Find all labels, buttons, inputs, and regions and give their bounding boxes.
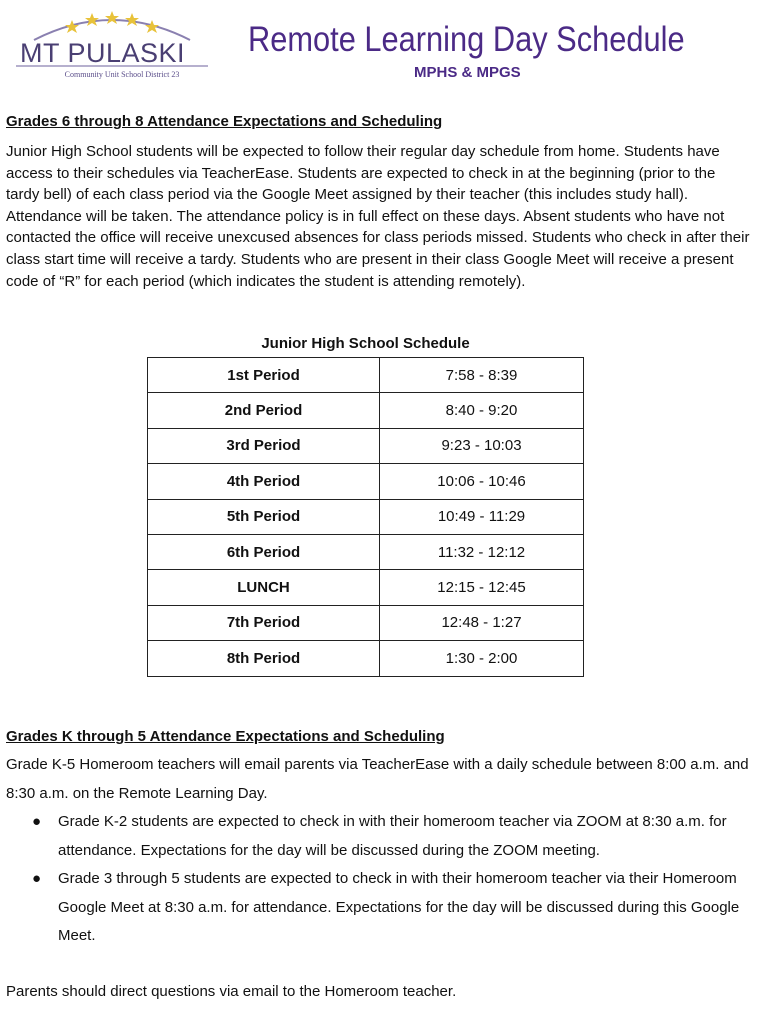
bullet-text: Grade K-2 students are expected to check in with their homeroom teacher via ZOOM at 8:30 a.m. for attendance. Expectations for the day will be discussed during the ZOOM meeting.: [58, 813, 727, 859]
logo-text: MT PULASKI: [20, 38, 186, 68]
time-cell: 8:40 - 9:20: [380, 393, 584, 428]
time-cell: 11:32 - 12:12: [380, 534, 584, 569]
junior-high-heading: Grades 6 through 8 Attendance Expectations and Scheduling: [6, 113, 443, 130]
list-item: [6, 865, 751, 951]
time-cell: 1:30 - 2:00: [380, 641, 584, 676]
page-subtitle: MPHS & MPGS: [414, 64, 521, 81]
period-cell: 7th Period: [148, 605, 380, 640]
list-item: [6, 808, 751, 865]
schedule-table: [147, 357, 584, 677]
page-title: Remote Learning Day Schedule: [248, 20, 685, 59]
time-cell: 12:15 - 12:45: [380, 570, 584, 605]
period-cell: 3rd Period: [148, 428, 380, 463]
logo-subtext: Community Unit School District 23: [64, 70, 180, 79]
time-cell: 7:58 - 8:39: [380, 358, 584, 393]
period-cell: 1st Period: [148, 358, 380, 393]
table-row: [148, 428, 584, 463]
bullet-icon: ●: [32, 813, 42, 830]
table-row: [148, 534, 584, 569]
table-row: [148, 641, 584, 676]
period-cell: 4th Period: [148, 464, 380, 499]
junior-high-paragraph: Junior High School students will be expected to follow their regular day schedule from home. Students have access to their schedules via TeacherEase. Students are expected to check in at the beginning (prior to the tardy bell) of each class period via the Google Meet assigned by their teacher (this includes study hall). Attendance will be taken. The attendance policy is in full effect on these days. Absent students who have not contacted the office will receive unexcused absences for class periods missed. Students who check in after their class start time will receive a tardy. Students who are present in their class Google Meet will receive a present code of “R” for each period (which indicates the student is attending remotely).: [6, 143, 750, 290]
elementary-bullet-list: [6, 808, 751, 951]
period-cell: 6th Period: [148, 534, 380, 569]
table-row: [148, 358, 584, 393]
time-cell: 10:06 - 10:46: [380, 464, 584, 499]
bullet-icon: ●: [32, 870, 42, 887]
time-cell: 9:23 - 10:03: [380, 428, 584, 463]
period-cell: LUNCH: [148, 570, 380, 605]
elementary-paragraph: Grade K-5 Homeroom teachers will email parents via TeacherEase with a daily schedule between 8:00 a.m. and 8:30 a.m. on the Remote Learning Day.: [6, 756, 749, 802]
table-row: [148, 464, 584, 499]
schedule-table-title: Junior High School Schedule: [261, 335, 470, 352]
closing-note: Parents should direct questions via email to the Homeroom teacher.: [6, 983, 457, 1000]
period-cell: 8th Period: [148, 641, 380, 676]
page-header: [0, 0, 761, 100]
elementary-heading: Grades K through 5 Attendance Expectations and Scheduling: [6, 728, 445, 745]
school-logo: [12, 8, 212, 78]
period-cell: 5th Period: [148, 499, 380, 534]
table-row: [148, 605, 584, 640]
time-cell: 10:49 - 11:29: [380, 499, 584, 534]
period-cell: 2nd Period: [148, 393, 380, 428]
table-row: [148, 393, 584, 428]
time-cell: 12:48 - 1:27: [380, 605, 584, 640]
bullet-text: Grade 3 through 5 students are expected to check in with their homeroom teacher via their Homeroom Google Meet at 8:30 a.m. for attendance. Expectations for the day will be discussed during this Google Meet.: [58, 870, 740, 944]
table-row: [148, 570, 584, 605]
table-row: [148, 499, 584, 534]
